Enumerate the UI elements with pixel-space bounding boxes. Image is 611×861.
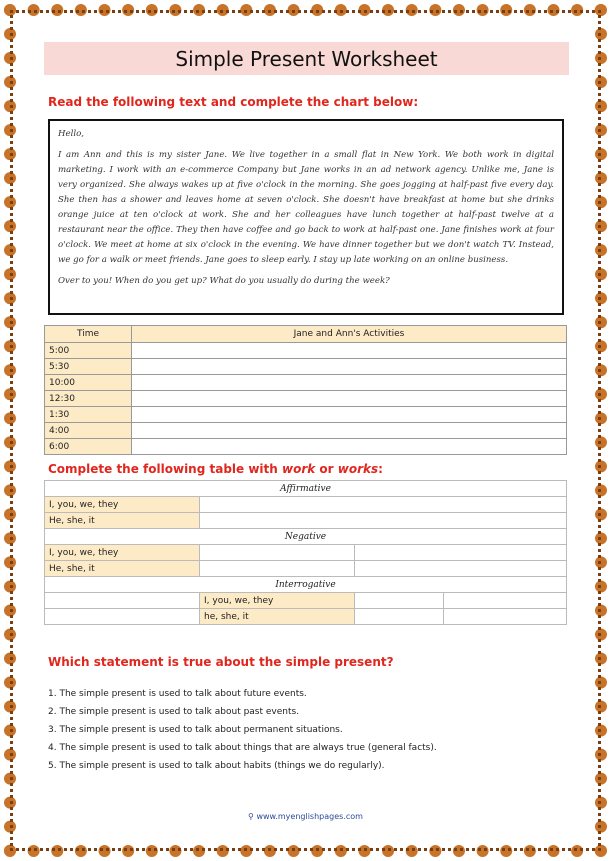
pronoun-singular: He, she, it bbox=[45, 513, 200, 529]
section2-works: works bbox=[337, 462, 379, 476]
answer-cell[interactable] bbox=[45, 609, 200, 625]
chart-activity-cell[interactable] bbox=[132, 343, 567, 359]
chart-header-time: Time bbox=[45, 326, 132, 343]
chart-time: 10:00 bbox=[45, 375, 132, 391]
answer-cell[interactable] bbox=[355, 545, 567, 561]
statement-item[interactable]: 1. The simple present is used to talk about future events. bbox=[48, 689, 307, 699]
statement-item[interactable]: 3. The simple present is used to talk about permanent situations. bbox=[48, 725, 343, 735]
statement-item[interactable]: 5. The simple present is used to talk about habits (things we do regularly). bbox=[48, 761, 385, 771]
title-banner bbox=[44, 42, 569, 75]
pronoun-plural: I, you, we, they bbox=[45, 497, 200, 513]
chart-time: 12:30 bbox=[45, 391, 132, 407]
pronoun-plural: I, you, we, they bbox=[45, 545, 200, 561]
pronoun-singular: He, she, it bbox=[45, 561, 200, 577]
text-body: I am Ann and this is my sister Jane. We live together in a small flat in New York. We both work in digital marketing. I work with an e-commerce Company but Jane works in an ad network agency. Unlike me, Jane is very organized. She always wakes up at five o'clock in the morning. She goes jogging at half-past five every day. She then has a shower and leaves home at seven o'clock. She doesn't have breakfast at home but she drinks orange juice at ten o'clock at work. She and her colleagues have lunch together at half-past twelve at a restaurant near the office. They then have coffee and go back to work at half-past one. Jane finishes work at four o'clock. We meet at home at six o'clock in the evening. We have dinner together but we don't watch TV. Instead, we go for a walk or meet friends. Jane goes to sleep early. I stay up late working on an online business. bbox=[58, 150, 554, 265]
chart-row bbox=[45, 439, 567, 455]
answer-cell[interactable] bbox=[200, 561, 355, 577]
section2-work: work bbox=[282, 462, 316, 476]
text-greeting: Hello, bbox=[58, 129, 84, 139]
pronoun-singular: he, she, it bbox=[200, 609, 355, 625]
answer-cell[interactable] bbox=[355, 609, 444, 625]
location-pin-icon: ⚲ bbox=[248, 812, 254, 821]
page-title: Simple Present Worksheet bbox=[175, 46, 438, 71]
answer-cell[interactable] bbox=[200, 545, 355, 561]
affirmative-label: Affirmative bbox=[45, 481, 567, 497]
interrogative-label: Interrogative bbox=[45, 577, 567, 593]
chart-header-row bbox=[45, 326, 567, 343]
answer-cell[interactable] bbox=[444, 609, 567, 625]
chart-row bbox=[45, 375, 567, 391]
statement-list bbox=[48, 685, 437, 775]
statement-item[interactable]: 4. The simple present is used to talk about things that are always true (general facts). bbox=[48, 743, 437, 753]
activities-chart bbox=[44, 325, 567, 455]
chart-time: 5:30 bbox=[45, 359, 132, 375]
chart-activity-cell[interactable] bbox=[132, 391, 567, 407]
chart-activity-cell[interactable] bbox=[132, 439, 567, 455]
section2-prefix: Complete the following table with bbox=[48, 462, 282, 476]
chart-time: 4:00 bbox=[45, 423, 132, 439]
section2-or: or bbox=[315, 462, 338, 476]
statement-item[interactable]: 2. The simple present is used to talk about past events. bbox=[48, 707, 300, 717]
negative-label: Negative bbox=[45, 529, 567, 545]
text-closing: Over to you! When do you get up? What do you usually do during the week? bbox=[58, 276, 390, 286]
answer-cell[interactable] bbox=[444, 593, 567, 609]
reading-text-box bbox=[48, 119, 564, 315]
chart-row bbox=[45, 407, 567, 423]
chart-row bbox=[45, 359, 567, 375]
chart-row bbox=[45, 423, 567, 439]
section-heading-statements: Which statement is true about the simple present? bbox=[48, 655, 394, 669]
answer-cell[interactable] bbox=[200, 497, 567, 513]
footer bbox=[0, 812, 611, 821]
answer-cell[interactable] bbox=[200, 513, 567, 529]
chart-activity-cell[interactable] bbox=[132, 407, 567, 423]
answer-cell[interactable] bbox=[355, 561, 567, 577]
section2-suffix: : bbox=[378, 462, 383, 476]
section-heading-reading: Read the following text and complete the chart below: bbox=[48, 95, 419, 109]
chart-row bbox=[45, 343, 567, 359]
chart-activity-cell[interactable] bbox=[132, 423, 567, 439]
chart-activity-cell[interactable] bbox=[132, 359, 567, 375]
answer-cell[interactable] bbox=[355, 593, 444, 609]
chart-time: 1:30 bbox=[45, 407, 132, 423]
answer-cell[interactable] bbox=[45, 593, 200, 609]
chart-header-activities: Jane and Ann's Activities bbox=[132, 326, 567, 343]
chart-time: 5:00 bbox=[45, 343, 132, 359]
section-heading-work-table bbox=[48, 462, 383, 476]
chart-time: 6:00 bbox=[45, 439, 132, 455]
pronoun-plural: I, you, we, they bbox=[200, 593, 355, 609]
chart-activity-cell[interactable] bbox=[132, 375, 567, 391]
work-table bbox=[44, 480, 567, 625]
footer-url[interactable]: www.myenglishpages.com bbox=[256, 812, 363, 821]
chart-row bbox=[45, 391, 567, 407]
